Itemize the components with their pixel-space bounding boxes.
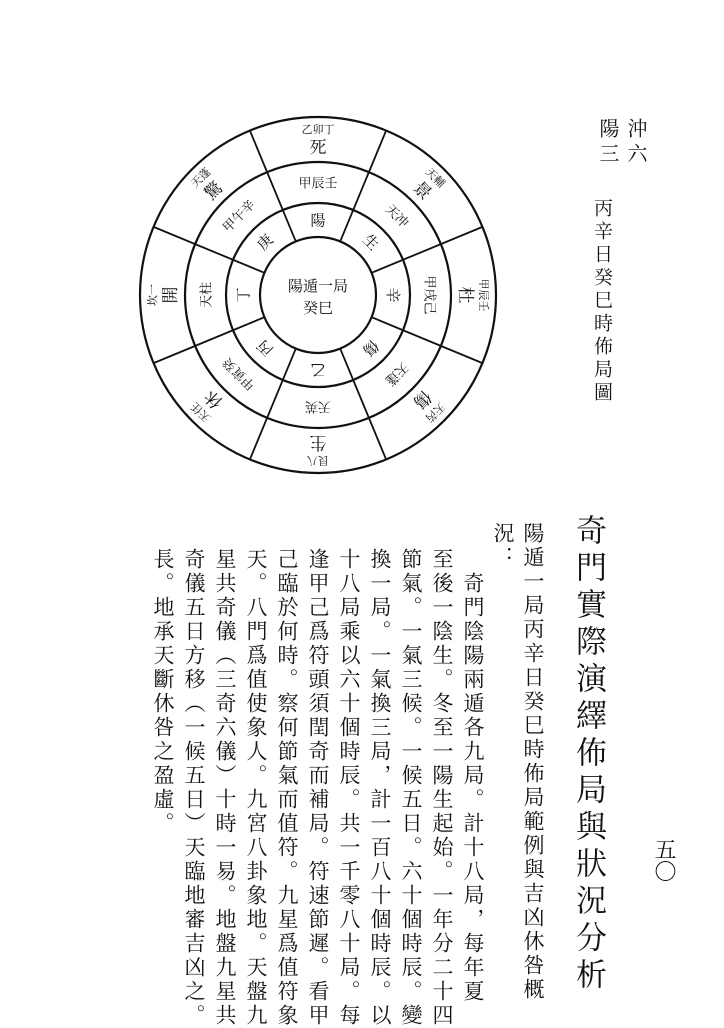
body-line-7: 天。八門爲值使象人。九宮八卦象地。天盤九 [244,548,268,1028]
center-text-2: 癸巳 [302,299,334,317]
outer-ring-label-7: 驚 [200,177,228,205]
body-line-10: 長。地承天斷休咎之盈虛。 [151,548,175,836]
ring-2-circle [185,162,451,428]
outer-ring-label-3: 傷 [408,385,436,413]
body-line-9: 奇儀五日方移（一候五日）天臨地審吉凶之。 [182,548,206,1028]
center-circle [260,237,376,353]
middle-ring-label-6: 天柱 [199,281,215,309]
middle-ring-label-1: 天冲 [381,202,411,232]
diagram-spoke [154,227,265,273]
outer-note-label-4: 艮八 [307,454,329,468]
circular-diagram [138,115,498,475]
header-col-1: 沖六 [624,118,648,168]
center-text-1: 陽遁一局 [287,277,349,295]
inner-ring-label-2: 辛 [383,287,402,303]
diagram-spoke [372,317,483,363]
outer-note-label-6: 坎一 [145,284,159,306]
ring-1-circle [226,203,410,387]
inner-ring-label-4: 乙 [310,360,326,379]
middle-ring-label-2: 甲戌己 [421,275,437,315]
outer-ring-label-6: 開 [160,286,181,304]
header-col-2: 陽三 [596,118,620,168]
body-line-5: 逢甲己爲符頭須閏奇而補局。符速節遲。看甲 [306,548,330,1028]
body-line-8: 星共奇儀（三奇六儀）十時一易。地盤九星共 [213,548,237,1028]
body-line-0: 奇門陰陽兩遁各九局。計十八局，每年夏 [461,548,485,1004]
diagram-spoke [372,227,483,273]
outer-circle [140,117,496,473]
outer-ring-label-0: 死 [309,137,327,158]
body-line-2: 節氣。一氣三候。一候五日。六十個時辰。變 [399,548,423,1028]
body-line-4: 十八局乘以六十個時辰。共一千零八十局。每 [337,548,361,1028]
middle-ring-label-3: 天蓬 [381,358,411,388]
diagram-title: 丙辛日癸巳時佈局圖 [591,198,613,405]
outer-note-label-2: 甲辰壬 [477,278,491,312]
outer-note-label-1: 天輔 [422,165,448,191]
intro-line-1: 況： [491,522,515,570]
diagram-spoke [340,131,386,242]
diagram-spoke [250,131,296,242]
outer-note-label-3: 天芮 [422,399,448,425]
outer-ring-label-2: 杜 [455,286,476,304]
page-number: 五〇 [651,838,676,882]
middle-ring-label-7: 甲午辛 [220,197,259,236]
outer-ring-label-5: 休 [200,385,228,413]
middle-ring-label-0: 甲辰壬 [298,176,338,192]
diagram-spoke [154,317,265,363]
middle-ring-label-4: 天英 [304,398,332,414]
outer-note-label-5: 天任 [188,399,214,425]
diagram-spoke [340,349,386,460]
inner-ring-label-0: 陽 [310,211,326,230]
inner-ring-label-1: 生 [359,230,383,254]
main-title: 奇門實際演繹佈局與狀況分析 [570,514,606,995]
outer-note-label-7: 天蓬 [188,165,214,191]
body-line-3: 換一局。一氣換三局，計一百八十個時辰。以 [368,548,392,1028]
inner-ring-label-6: 丁 [234,287,253,303]
inner-ring-label-5: 丙 [253,336,277,360]
body-line-6: 己臨於何時。察何節氣而值符。九星爲值符象 [275,548,299,1028]
outer-note-label-0: 乙卯丁 [301,122,335,136]
outer-ring-label-1: 景 [408,177,436,205]
middle-ring-label-5: 甲寅癸 [220,354,259,393]
intro-line-0: 陽遁一局丙辛日癸巳時佈局範例與吉凶休咎概 [521,522,545,1002]
inner-ring-label-7: 庚 [253,230,277,254]
body-line-1: 至後一陰生。冬至一陽生起始。一年分二十四 [430,548,454,1028]
inner-ring-label-3: 傷 [359,336,383,360]
outer-ring-label-4: 生 [309,432,327,453]
diagram-spoke [250,349,296,460]
